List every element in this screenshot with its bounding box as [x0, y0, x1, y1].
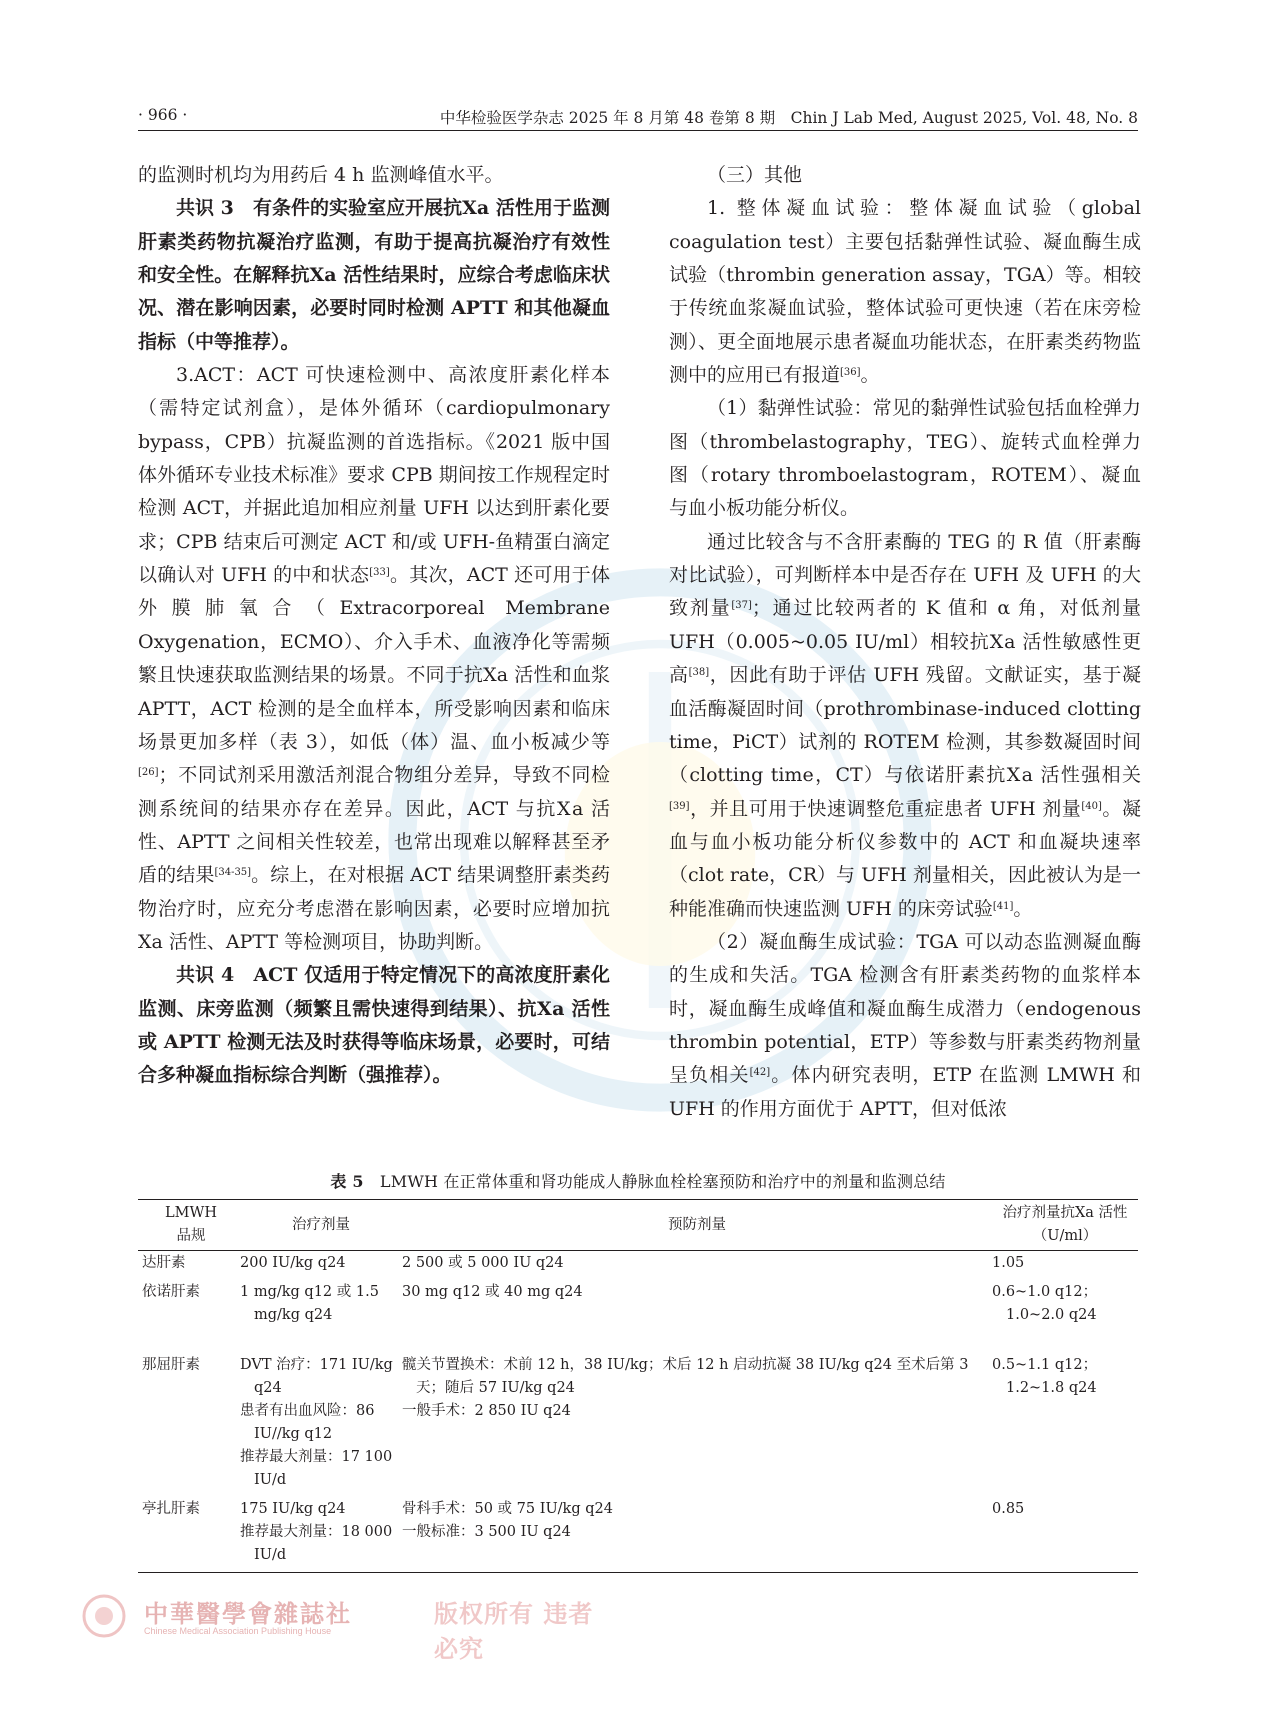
cell-treatment-dose: 1 mg/kg q12 或 1.5 mg/kg q24	[240, 1284, 379, 1323]
table-caption	[138, 1169, 1138, 1192]
citation-38[interactable]: [38]	[688, 667, 710, 679]
table-row	[138, 1280, 1138, 1332]
citation-37[interactable]: [37]	[731, 600, 752, 612]
table-row	[138, 1497, 1138, 1573]
header-lmwh-type: LMWH 品规	[164, 1205, 218, 1244]
section-heading-other: （三）其他	[707, 164, 803, 186]
cell-anti-xa: 0.85	[992, 1501, 1025, 1517]
publisher-name-en: Chinese Medical Association Publishing House	[144, 1626, 332, 1636]
lmwh-dosage-table	[138, 1199, 1138, 1573]
paragraph-act: 3.ACT：ACT 可快速检测中、高浓度肝素化样本（需特定试剂盒），是体外循环（cardiopulmonary bypass，CPB）抗凝监测的首选指标。《2021 版中国体外循环专业技术标准》要求 CPB 期间按工作规程定时检测 ACT，并据此追加相应剂量 UFH 以达到肝素化要求；CPB 结束后可测定 ACT 和/或 UFH-鱼精蛋白滴定以确认对 UFH 的中和状态[33]。其次，ACT 还可用于体外膜肺氧合（Extracorporeal Membrane Oxygenation，ECMO）、介入手术、血液净化等需频繁且快速获取监测结果的场景。不同于抗Ⅹa 活性和血浆 APTT，ACT 检测的是全血样本，所受影响因素和临床场景更加多样（表 3），如低（体）温、血小板减少等[26]；不同试剂采用激活剂混合物组分差异，导致不同检测系统间的结果亦存在差异。因此，ACT 与抗Ⅹa 活性、APTT 之间相关性较差，也常出现难以解释甚至矛盾的结果[34-35]。综上，在对根据 ACT 结果调整肝素类药物治疗时，应充分考虑潜在影响因素，必要时应增加抗Ⅹa 活性、APTT 等检测项目，协助判断。	[138, 364, 610, 953]
cell-anti-xa: 1.05	[992, 1255, 1025, 1271]
header-prevention-dose: 预防剂量	[668, 1216, 726, 1233]
citation-39[interactable]: [39]	[669, 800, 690, 812]
paragraph-tga: （2）凝血酶生成试验：TGA 可以动态监测凝血酶的生成和失活。TGA 检测含有肝素类药物的血浆样本时，凝血酶生成峰值和凝血酶生成潜力（endogenous thrombin potential，ETP）等参数与肝素类药物剂量呈负相关[42]。体内研究表明，ETP 在监测 LMWH 和 UFH 的作用方面优于 APTT，但对低浓	[669, 930, 1141, 1120]
cell-anti-xa: 0.6~1.0 q12；1.0~2.0 q24	[992, 1284, 1098, 1323]
table-header-row	[138, 1200, 1138, 1251]
table-row	[138, 1332, 1138, 1497]
table-row	[138, 1251, 1138, 1281]
citation-34-35[interactable]: [34-35]	[214, 867, 252, 879]
paragraph-monitoring-timing: 的监测时机均为用药后 4 h 监测峰值水平。	[138, 164, 504, 186]
publisher-name-cn: 中華醫學會雜誌社	[144, 1599, 352, 1628]
paragraph-viscoelastic: （1）黏弹性试验：常见的黏弹性试验包括血栓弹力图（thrombelastography，TEG）、旋转式血栓弹力图（rotary thromboelastogram，ROTEM）、凝血与血小板功能分析仪。	[669, 397, 1141, 520]
citation-42[interactable]: [42]	[749, 1067, 771, 1079]
citation-26[interactable]: [26]	[138, 767, 159, 779]
cell-anti-xa: 0.5~1.1 q12；1.2~1.8 q24	[992, 1357, 1098, 1396]
header-anti-xa-activity: 治疗剂量抗Ⅹa 活性 （U/ml）	[1002, 1205, 1128, 1244]
cell-prevention-dose: 30 mg q12 或 40 mg q24	[402, 1284, 583, 1300]
journal-citation: 中华检验医学杂志 2025 年 8 月第 48 卷第 8 期 Chin J Lab Med, August 2025, Vol. 48, No. 8	[439, 109, 1138, 127]
cell-prevention-dose: 2 500 或 5 000 IU q24	[402, 1255, 564, 1271]
paragraph-teg: 通过比较含与不含肝素酶的 TEG 的 R 值（肝素酶对比试验），可判断样本中是否存在 UFH 及 UFH 的大致剂量[37]；通过比较两者的 K 值和 α 角，对低剂量 UFH（0.005~0.05 IU/ml）相较抗Ⅹa 活性敏感性更高[38]，因此有助于评估 UFH 残留。文献证实，基于凝血活酶凝固时间（prothrombinase-induced clotting time，PiCT）试剂的 ROTEM 检测，其参数凝固时间（clotting time，CT）与依诺肝素抗Ⅹa 活性强相关[39]，并且可用于快速调整危重症患者 UFH 剂量[40]。凝血与血小板功能分析仪参数中的 ACT 和血凝块速率（clot rate，CR）与 UFH 剂量相关，因此被认为是一种能准确而快速监测 UFH 的床旁试验[41]。	[669, 530, 1141, 920]
right-column	[669, 159, 1141, 1126]
cell-drug-name: 达肝素	[142, 1255, 186, 1271]
cell-drug-name: 亭扎肝素	[142, 1501, 200, 1517]
cell-prevention-dose: 骨科手术：50 或 75 IU/kg q24 一般标准：3 500 IU q24	[402, 1501, 613, 1540]
paragraph-global-coagulation: 1. 整体凝血试验：整体凝血试验（global coagulation test）主要包括黏弹性试验、凝血酶生成试验（thrombin generation assay，TGA）等。相较于传统血浆凝血试验，整体试验可更快速（若在床旁检测）、更全面地展示患者凝血功能状态，在肝素类药物监测中的应用已有报道[36]。	[669, 197, 1141, 387]
copyright-notice: 版权所有 违者必究	[434, 1599, 594, 1663]
citation-41[interactable]: [41]	[992, 900, 1014, 912]
page-number: · 966 ·	[138, 106, 188, 124]
publisher-logo-icon	[82, 1594, 126, 1638]
consensus-3: 共识 3 有条件的实验室应开展抗Ⅹa 活性用于监测肝素类药物抗凝治疗监测，有助于提高抗凝治疗有效性和安全性。在解释抗Ⅹa 活性结果时，应综合考虑临床状况、潜在影响因素，必要时同时检测 APTT 和其他凝血指标（中等推荐）。	[138, 197, 610, 353]
consensus-4: 共识 4 ACT 仅适用于特定情况下的高浓度肝素化监测、床旁监测（频繁且需快速得到结果）、抗Ⅹa 活性或 APTT 检测无法及时获得等临床场景，必要时，可结合多种凝血指标综合判断（强推荐）。	[138, 964, 610, 1087]
left-column	[138, 159, 610, 1093]
cell-prevention-dose: 髋关节置换术：术前 12 h，38 IU/kg；术后 12 h 启动抗凝 38 IU/kg q24 至术后第 3 天；随后 57 IU/kg q24 一般手术：2 850 IU q24	[402, 1357, 969, 1419]
running-header	[138, 104, 1138, 131]
cell-drug-name: 依诺肝素	[142, 1284, 200, 1300]
citation-36[interactable]: [36]	[840, 367, 861, 379]
header-treatment-dose: 治疗剂量	[292, 1216, 350, 1233]
citation-33[interactable]: [33]	[369, 567, 390, 579]
table-label: 表 5	[330, 1172, 364, 1191]
citation-40[interactable]: [40]	[1081, 800, 1102, 812]
publisher-footer	[82, 1588, 602, 1663]
table-title: LMWH 在正常体重和肾功能成人静脉血栓栓塞预防和治疗中的剂量和监测总结	[379, 1172, 946, 1191]
cell-drug-name: 那屈肝素	[142, 1357, 200, 1373]
cell-treatment-dose: 175 IU/kg q24 推荐最大剂量：18 000 IU/d	[240, 1501, 393, 1563]
cell-treatment-dose: 200 IU/kg q24	[240, 1255, 346, 1271]
cell-treatment-dose: DVT 治疗：171 IU/kg q24 患者有出血风险：86 IU//kg q12 推荐最大剂量：17 100 IU/d	[240, 1357, 393, 1488]
